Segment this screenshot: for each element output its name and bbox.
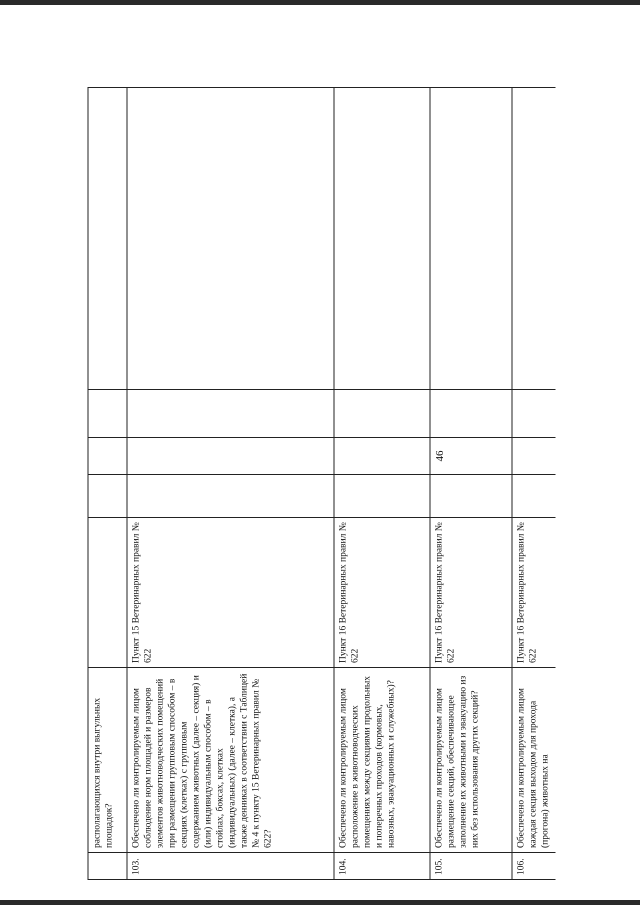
answer-no-cell <box>334 438 430 475</box>
answer-na-cell <box>430 390 512 438</box>
row-question: Обеспечено ли контролируемым лицом расположение в животноводческих помещениях между секциями продольных и поперечных проходов (кормовых, навозных, эвакуационных и служебных)? <box>334 668 430 853</box>
row-question: Обеспечено ли контролируемым лицом размещение секций, обеспечивающее заполнение их животными и эвакуацию из них без использования других секций? <box>430 668 512 853</box>
answer-yes-cell <box>127 475 334 518</box>
answer-no-cell <box>430 438 512 475</box>
table-row <box>334 88 430 880</box>
answer-na-cell <box>512 390 555 438</box>
checklist-table <box>87 87 555 880</box>
answer-na-cell <box>88 390 127 438</box>
row-number: 105. <box>430 853 512 880</box>
answer-na-cell <box>334 390 430 438</box>
scan-edge-top <box>0 0 640 5</box>
answer-no-cell <box>127 438 334 475</box>
scan-edge-bottom <box>0 900 640 905</box>
answer-yes-cell <box>88 475 127 518</box>
row-question: располагающихся внутри выгульных площадок? <box>88 668 127 853</box>
answer-yes-cell <box>512 475 555 518</box>
answer-no-cell <box>88 438 127 475</box>
table-row <box>127 88 334 880</box>
row-reference: Пункт 16 Ветеринарных правил № 622 <box>334 518 430 668</box>
row-reference: Пункт 16 Ветеринарных правил № 622 <box>512 518 555 668</box>
answer-no-cell <box>512 438 555 475</box>
answer-na-cell <box>127 390 334 438</box>
row-question: Обеспечено ли контролируемым лицом каждая секция выходом для прохода (прогона) животных на <box>512 668 555 853</box>
checklist-table-rotated <box>87 88 554 880</box>
row-reference <box>88 518 127 668</box>
notes-cell <box>512 88 555 390</box>
row-number <box>88 853 127 880</box>
notes-cell <box>430 88 512 390</box>
table-row <box>430 88 512 880</box>
row-number: 106. <box>512 853 555 880</box>
table-row <box>512 88 555 880</box>
notes-cell <box>88 88 127 390</box>
answer-yes-cell <box>430 475 512 518</box>
notes-cell <box>334 88 430 390</box>
answer-yes-cell <box>334 475 430 518</box>
row-number: 103. <box>127 853 334 880</box>
checklist-table-inner <box>87 88 554 880</box>
page-number: 46 <box>434 450 446 462</box>
notes-cell <box>127 88 334 390</box>
row-reference: Пункт 15 Ветеринарных правил № 622 <box>127 518 334 668</box>
table-row <box>88 88 127 880</box>
row-question: Обеспечено ли контролируемым лицом соблюдение норм площадей и размеров элементов животноводческих помещений при размещении групповым способом – в секциях (клетках) с групповым содержанием животных (далее – секция) и (или) индивидуальным способом – в стойлах, боксах, клетках (индивидуальных) (далее – клетка), а также денниках в соответствии с Таблицей № 4 к пункту 15 Ветеринарных правил № 622? <box>127 668 334 853</box>
row-number: 104. <box>334 853 430 880</box>
row-reference: Пункт 16 Ветеринарных правил № 622 <box>430 518 512 668</box>
